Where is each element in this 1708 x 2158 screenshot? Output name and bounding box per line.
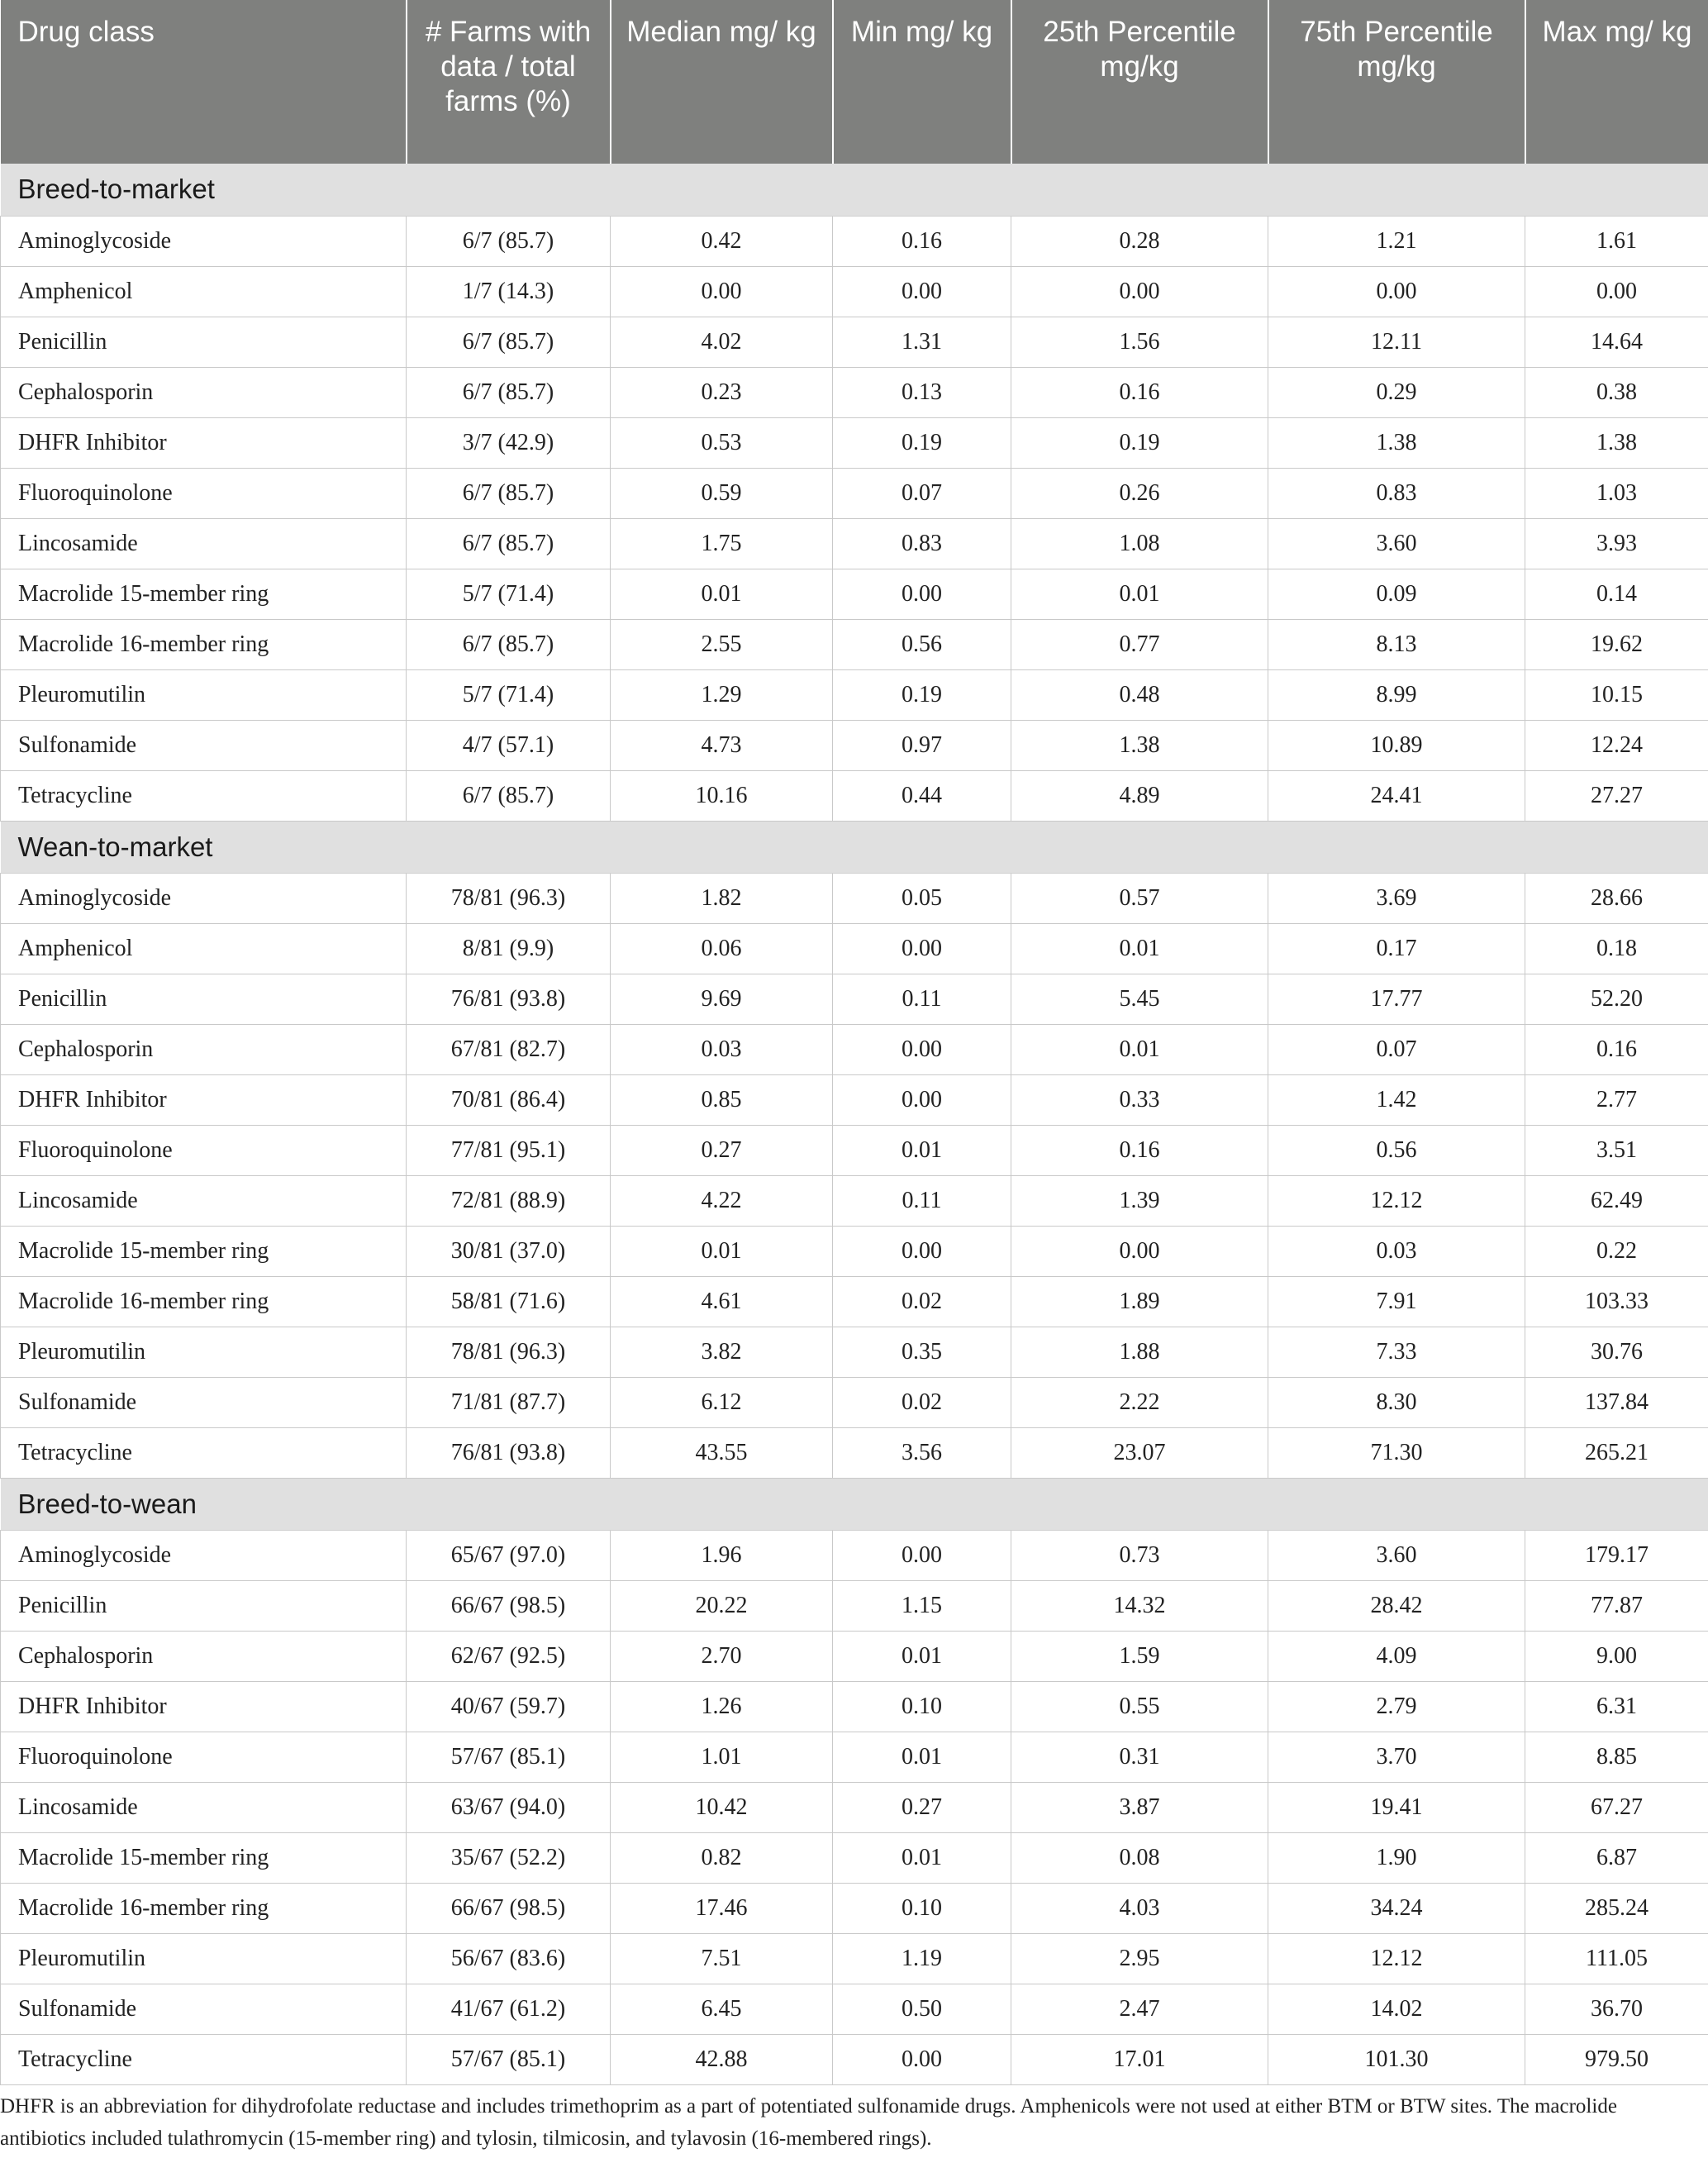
max-cell: 77.87 xyxy=(1525,1580,1708,1631)
drug-class-cell: Tetracycline xyxy=(1,1427,407,1478)
p25-cell: 1.38 xyxy=(1011,720,1268,770)
section-row xyxy=(1,821,1708,873)
p75-cell: 10.89 xyxy=(1268,720,1525,770)
section-row xyxy=(1,164,1708,216)
farms-cell: 40/67 (59.7) xyxy=(407,1681,611,1732)
p75-cell: 7.91 xyxy=(1268,1276,1525,1327)
drug-class-cell: Pleuromutilin xyxy=(1,1327,407,1377)
drug-class-cell: Cephalosporin xyxy=(1,367,407,417)
min-cell: 0.01 xyxy=(833,1832,1011,1883)
table-row xyxy=(1,266,1708,317)
median-cell: 0.85 xyxy=(611,1074,833,1125)
p75-cell: 17.77 xyxy=(1268,974,1525,1024)
table-row xyxy=(1,1427,1708,1478)
min-cell: 0.50 xyxy=(833,1984,1011,2034)
min-cell: 0.00 xyxy=(833,1226,1011,1276)
header-min: Min mg/ kg xyxy=(833,0,1011,164)
table-row xyxy=(1,569,1708,619)
max-cell: 6.87 xyxy=(1525,1832,1708,1883)
drug-class-cell: Sulfonamide xyxy=(1,1377,407,1427)
median-cell: 6.45 xyxy=(611,1984,833,2034)
max-cell: 137.84 xyxy=(1525,1377,1708,1427)
table-row xyxy=(1,669,1708,720)
p25-cell: 0.00 xyxy=(1011,1226,1268,1276)
p25-cell: 0.73 xyxy=(1011,1530,1268,1580)
median-cell: 1.26 xyxy=(611,1681,833,1732)
drug-class-cell: DHFR Inhibitor xyxy=(1,1074,407,1125)
section-row xyxy=(1,1478,1708,1530)
p75-cell: 0.00 xyxy=(1268,266,1525,317)
farms-cell: 35/67 (52.2) xyxy=(407,1832,611,1883)
min-cell: 0.00 xyxy=(833,2034,1011,2084)
min-cell: 0.05 xyxy=(833,873,1011,923)
max-cell: 14.64 xyxy=(1525,317,1708,367)
p75-cell: 0.07 xyxy=(1268,1024,1525,1074)
farms-cell: 6/7 (85.7) xyxy=(407,367,611,417)
median-cell: 0.59 xyxy=(611,468,833,518)
p75-cell: 3.70 xyxy=(1268,1732,1525,1782)
max-cell: 27.27 xyxy=(1525,770,1708,821)
drug-class-cell: Fluoroquinolone xyxy=(1,1125,407,1175)
min-cell: 0.13 xyxy=(833,367,1011,417)
farms-cell: 6/7 (85.7) xyxy=(407,468,611,518)
p25-cell: 14.32 xyxy=(1011,1580,1268,1631)
farms-cell: 6/7 (85.7) xyxy=(407,518,611,569)
p25-cell: 0.28 xyxy=(1011,216,1268,266)
farms-cell: 5/7 (71.4) xyxy=(407,569,611,619)
p25-cell: 4.03 xyxy=(1011,1883,1268,1933)
farms-cell: 71/81 (87.7) xyxy=(407,1377,611,1427)
p75-cell: 3.60 xyxy=(1268,518,1525,569)
p25-cell: 2.47 xyxy=(1011,1984,1268,2034)
max-cell: 0.00 xyxy=(1525,266,1708,317)
p75-cell: 0.56 xyxy=(1268,1125,1525,1175)
p25-cell: 0.19 xyxy=(1011,417,1268,468)
median-cell: 6.12 xyxy=(611,1377,833,1427)
drug-class-cell: Sulfonamide xyxy=(1,720,407,770)
drug-class-cell: Aminoglycoside xyxy=(1,1530,407,1580)
table-body xyxy=(1,164,1708,2084)
median-cell: 1.82 xyxy=(611,873,833,923)
drug-class-cell: Amphenicol xyxy=(1,266,407,317)
drug-class-cell: Macrolide 15-member ring xyxy=(1,1226,407,1276)
min-cell: 0.00 xyxy=(833,1024,1011,1074)
min-cell: 0.11 xyxy=(833,1175,1011,1226)
drug-class-cell: Macrolide 16-member ring xyxy=(1,1883,407,1933)
max-cell: 111.05 xyxy=(1525,1933,1708,1984)
table-row xyxy=(1,1276,1708,1327)
p25-cell: 0.55 xyxy=(1011,1681,1268,1732)
min-cell: 0.16 xyxy=(833,216,1011,266)
header-drug-class: Drug class xyxy=(1,0,407,164)
p75-cell: 7.33 xyxy=(1268,1327,1525,1377)
min-cell: 0.35 xyxy=(833,1327,1011,1377)
max-cell: 0.14 xyxy=(1525,569,1708,619)
p25-cell: 4.89 xyxy=(1011,770,1268,821)
drug-class-cell: Lincosamide xyxy=(1,1175,407,1226)
max-cell: 30.76 xyxy=(1525,1327,1708,1377)
p75-cell: 12.11 xyxy=(1268,317,1525,367)
farms-cell: 63/67 (94.0) xyxy=(407,1782,611,1832)
p25-cell: 1.88 xyxy=(1011,1327,1268,1377)
farms-cell: 72/81 (88.9) xyxy=(407,1175,611,1226)
drug-class-cell: Lincosamide xyxy=(1,1782,407,1832)
p75-cell: 1.21 xyxy=(1268,216,1525,266)
p75-cell: 19.41 xyxy=(1268,1782,1525,1832)
min-cell: 0.10 xyxy=(833,1883,1011,1933)
table-row xyxy=(1,1530,1708,1580)
section-title: Breed-to-wean xyxy=(1,1478,1708,1530)
p75-cell: 0.17 xyxy=(1268,923,1525,974)
median-cell: 0.00 xyxy=(611,266,833,317)
max-cell: 67.27 xyxy=(1525,1782,1708,1832)
median-cell: 17.46 xyxy=(611,1883,833,1933)
p75-cell: 28.42 xyxy=(1268,1580,1525,1631)
drug-class-cell: Penicillin xyxy=(1,1580,407,1631)
farms-cell: 70/81 (86.4) xyxy=(407,1074,611,1125)
drug-class-cell: Aminoglycoside xyxy=(1,216,407,266)
table-row xyxy=(1,1125,1708,1175)
max-cell: 0.16 xyxy=(1525,1024,1708,1074)
header-farms-with-data: # Farms with data / total farms (%) xyxy=(407,0,611,164)
p25-cell: 23.07 xyxy=(1011,1427,1268,1478)
table-row xyxy=(1,1832,1708,1883)
table-row xyxy=(1,1024,1708,1074)
median-cell: 9.69 xyxy=(611,974,833,1024)
p25-cell: 1.59 xyxy=(1011,1631,1268,1681)
median-cell: 0.27 xyxy=(611,1125,833,1175)
min-cell: 0.97 xyxy=(833,720,1011,770)
p75-cell: 24.41 xyxy=(1268,770,1525,821)
max-cell: 103.33 xyxy=(1525,1276,1708,1327)
median-cell: 4.22 xyxy=(611,1175,833,1226)
median-cell: 0.01 xyxy=(611,1226,833,1276)
p25-cell: 0.77 xyxy=(1011,619,1268,669)
table-row xyxy=(1,1984,1708,2034)
min-cell: 0.01 xyxy=(833,1631,1011,1681)
p25-cell: 0.48 xyxy=(1011,669,1268,720)
farms-cell: 58/81 (71.6) xyxy=(407,1276,611,1327)
min-cell: 0.19 xyxy=(833,669,1011,720)
farms-cell: 66/67 (98.5) xyxy=(407,1580,611,1631)
min-cell: 0.27 xyxy=(833,1782,1011,1832)
farms-cell: 41/67 (61.2) xyxy=(407,1984,611,2034)
max-cell: 62.49 xyxy=(1525,1175,1708,1226)
max-cell: 285.24 xyxy=(1525,1883,1708,1933)
max-cell: 179.17 xyxy=(1525,1530,1708,1580)
drug-class-cell: Penicillin xyxy=(1,317,407,367)
p25-cell: 1.56 xyxy=(1011,317,1268,367)
farms-cell: 57/67 (85.1) xyxy=(407,1732,611,1782)
p75-cell: 8.30 xyxy=(1268,1377,1525,1427)
drug-class-cell: DHFR Inhibitor xyxy=(1,1681,407,1732)
p75-cell: 1.90 xyxy=(1268,1832,1525,1883)
table-row xyxy=(1,1933,1708,1984)
min-cell: 0.11 xyxy=(833,974,1011,1024)
farms-cell: 77/81 (95.1) xyxy=(407,1125,611,1175)
min-cell: 0.19 xyxy=(833,417,1011,468)
drug-class-cell: Fluoroquinolone xyxy=(1,468,407,518)
p25-cell: 1.89 xyxy=(1011,1276,1268,1327)
min-cell: 0.44 xyxy=(833,770,1011,821)
table-row xyxy=(1,417,1708,468)
p75-cell: 14.02 xyxy=(1268,1984,1525,2034)
max-cell: 28.66 xyxy=(1525,873,1708,923)
p25-cell: 1.08 xyxy=(1011,518,1268,569)
median-cell: 0.53 xyxy=(611,417,833,468)
drug-class-cell: Tetracycline xyxy=(1,2034,407,2084)
p75-cell: 1.38 xyxy=(1268,417,1525,468)
max-cell: 36.70 xyxy=(1525,1984,1708,2034)
section-title: Breed-to-market xyxy=(1,164,1708,216)
p25-cell: 1.39 xyxy=(1011,1175,1268,1226)
median-cell: 1.29 xyxy=(611,669,833,720)
table-row xyxy=(1,873,1708,923)
drug-class-cell: Sulfonamide xyxy=(1,1984,407,2034)
farms-cell: 56/67 (83.6) xyxy=(407,1933,611,1984)
table-row xyxy=(1,1074,1708,1125)
p25-cell: 5.45 xyxy=(1011,974,1268,1024)
min-cell: 0.00 xyxy=(833,569,1011,619)
farms-cell: 1/7 (14.3) xyxy=(407,266,611,317)
header-max: Max mg/ kg xyxy=(1525,0,1708,164)
drug-class-cell: Aminoglycoside xyxy=(1,873,407,923)
drug-class-cell: Pleuromutilin xyxy=(1,1933,407,1984)
table-row xyxy=(1,974,1708,1024)
drug-class-cell: Amphenicol xyxy=(1,923,407,974)
min-cell: 0.10 xyxy=(833,1681,1011,1732)
farms-cell: 6/7 (85.7) xyxy=(407,619,611,669)
drug-class-cell: Penicillin xyxy=(1,974,407,1024)
max-cell: 0.22 xyxy=(1525,1226,1708,1276)
p75-cell: 3.60 xyxy=(1268,1530,1525,1580)
p75-cell: 0.09 xyxy=(1268,569,1525,619)
p25-cell: 0.57 xyxy=(1011,873,1268,923)
max-cell: 8.85 xyxy=(1525,1732,1708,1782)
p25-cell: 0.33 xyxy=(1011,1074,1268,1125)
median-cell: 10.16 xyxy=(611,770,833,821)
header-row xyxy=(1,0,1708,164)
farms-cell: 3/7 (42.9) xyxy=(407,417,611,468)
farms-cell: 8/81 (9.9) xyxy=(407,923,611,974)
table-row xyxy=(1,317,1708,367)
median-cell: 3.82 xyxy=(611,1327,833,1377)
min-cell: 0.01 xyxy=(833,1732,1011,1782)
median-cell: 0.01 xyxy=(611,569,833,619)
median-cell: 1.96 xyxy=(611,1530,833,1580)
p75-cell: 71.30 xyxy=(1268,1427,1525,1478)
table-row xyxy=(1,2034,1708,2084)
max-cell: 1.61 xyxy=(1525,216,1708,266)
p75-cell: 34.24 xyxy=(1268,1883,1525,1933)
min-cell: 0.07 xyxy=(833,468,1011,518)
p75-cell: 12.12 xyxy=(1268,1933,1525,1984)
max-cell: 0.18 xyxy=(1525,923,1708,974)
drug-class-cell: Macrolide 15-member ring xyxy=(1,569,407,619)
median-cell: 4.73 xyxy=(611,720,833,770)
median-cell: 0.06 xyxy=(611,923,833,974)
min-cell: 0.00 xyxy=(833,923,1011,974)
p75-cell: 0.29 xyxy=(1268,367,1525,417)
p25-cell: 17.01 xyxy=(1011,2034,1268,2084)
p25-cell: 0.00 xyxy=(1011,266,1268,317)
max-cell: 979.50 xyxy=(1525,2034,1708,2084)
table-row xyxy=(1,468,1708,518)
farms-cell: 65/67 (97.0) xyxy=(407,1530,611,1580)
min-cell: 0.00 xyxy=(833,266,1011,317)
table-row xyxy=(1,1782,1708,1832)
farms-cell: 67/81 (82.7) xyxy=(407,1024,611,1074)
drug-class-cell: Lincosamide xyxy=(1,518,407,569)
p25-cell: 0.26 xyxy=(1011,468,1268,518)
max-cell: 19.62 xyxy=(1525,619,1708,669)
max-cell: 10.15 xyxy=(1525,669,1708,720)
p75-cell: 8.13 xyxy=(1268,619,1525,669)
p75-cell: 12.12 xyxy=(1268,1175,1525,1226)
p25-cell: 2.95 xyxy=(1011,1933,1268,1984)
max-cell: 52.20 xyxy=(1525,974,1708,1024)
max-cell: 1.38 xyxy=(1525,417,1708,468)
farms-cell: 6/7 (85.7) xyxy=(407,216,611,266)
drug-class-cell: Cephalosporin xyxy=(1,1631,407,1681)
median-cell: 42.88 xyxy=(611,2034,833,2084)
drug-class-cell: Pleuromutilin xyxy=(1,669,407,720)
p75-cell: 8.99 xyxy=(1268,669,1525,720)
farms-cell: 5/7 (71.4) xyxy=(407,669,611,720)
farms-cell: 78/81 (96.3) xyxy=(407,1327,611,1377)
p75-cell: 0.83 xyxy=(1268,468,1525,518)
farms-cell: 57/67 (85.1) xyxy=(407,2034,611,2084)
table-row xyxy=(1,923,1708,974)
median-cell: 0.23 xyxy=(611,367,833,417)
table-row xyxy=(1,1580,1708,1631)
table-row xyxy=(1,367,1708,417)
p75-cell: 0.03 xyxy=(1268,1226,1525,1276)
drug-class-cell: Tetracycline xyxy=(1,770,407,821)
p75-cell: 3.69 xyxy=(1268,873,1525,923)
section-title: Wean-to-market xyxy=(1,821,1708,873)
min-cell: 1.31 xyxy=(833,317,1011,367)
min-cell: 0.00 xyxy=(833,1074,1011,1125)
p25-cell: 0.08 xyxy=(1011,1832,1268,1883)
farms-cell: 62/67 (92.5) xyxy=(407,1631,611,1681)
max-cell: 12.24 xyxy=(1525,720,1708,770)
max-cell: 0.38 xyxy=(1525,367,1708,417)
max-cell: 3.93 xyxy=(1525,518,1708,569)
p25-cell: 0.01 xyxy=(1011,569,1268,619)
median-cell: 1.75 xyxy=(611,518,833,569)
drug-class-cell: Fluoroquinolone xyxy=(1,1732,407,1782)
median-cell: 4.61 xyxy=(611,1276,833,1327)
drug-class-cell: Macrolide 15-member ring xyxy=(1,1832,407,1883)
min-cell: 0.02 xyxy=(833,1276,1011,1327)
median-cell: 0.03 xyxy=(611,1024,833,1074)
min-cell: 0.56 xyxy=(833,619,1011,669)
table-row xyxy=(1,1226,1708,1276)
max-cell: 3.51 xyxy=(1525,1125,1708,1175)
median-cell: 0.82 xyxy=(611,1832,833,1883)
p75-cell: 2.79 xyxy=(1268,1681,1525,1732)
header-75th-percentile: 75th Percentile mg/kg xyxy=(1268,0,1525,164)
min-cell: 1.15 xyxy=(833,1580,1011,1631)
max-cell: 6.31 xyxy=(1525,1681,1708,1732)
median-cell: 1.01 xyxy=(611,1732,833,1782)
max-cell: 265.21 xyxy=(1525,1427,1708,1478)
max-cell: 2.77 xyxy=(1525,1074,1708,1125)
drug-class-cell: DHFR Inhibitor xyxy=(1,417,407,468)
table-row xyxy=(1,1631,1708,1681)
farms-cell: 30/81 (37.0) xyxy=(407,1226,611,1276)
p25-cell: 0.31 xyxy=(1011,1732,1268,1782)
p25-cell: 3.87 xyxy=(1011,1782,1268,1832)
p75-cell: 101.30 xyxy=(1268,2034,1525,2084)
median-cell: 2.55 xyxy=(611,619,833,669)
table-row xyxy=(1,770,1708,821)
p75-cell: 4.09 xyxy=(1268,1631,1525,1681)
farms-cell: 78/81 (96.3) xyxy=(407,873,611,923)
max-cell: 1.03 xyxy=(1525,468,1708,518)
p25-cell: 2.22 xyxy=(1011,1377,1268,1427)
drug-class-cell: Macrolide 16-member ring xyxy=(1,619,407,669)
median-cell: 20.22 xyxy=(611,1580,833,1631)
table-row xyxy=(1,1681,1708,1732)
min-cell: 0.00 xyxy=(833,1530,1011,1580)
table-header xyxy=(1,0,1708,164)
table-row xyxy=(1,1377,1708,1427)
table-row xyxy=(1,518,1708,569)
max-cell: 9.00 xyxy=(1525,1631,1708,1681)
median-cell: 0.42 xyxy=(611,216,833,266)
median-cell: 7.51 xyxy=(611,1933,833,1984)
farms-cell: 4/7 (57.1) xyxy=(407,720,611,770)
min-cell: 3.56 xyxy=(833,1427,1011,1478)
farms-cell: 76/81 (93.8) xyxy=(407,974,611,1024)
drug-class-cell: Macrolide 16-member ring xyxy=(1,1276,407,1327)
min-cell: 0.83 xyxy=(833,518,1011,569)
header-median: Median mg/ kg xyxy=(611,0,833,164)
table-footnote: DHFR is an abbreviation for dihydrofolate reductase and includes trimethoprim as a part of potentiated sulfonamide drugs. Amphenicols were not used at either BTM or BTW sites. The macrolide antibiotics included tulathromycin (15-member ring) and tylosin, tilmicosin, and tylavosin (16-membered rings). xyxy=(0,2094,1617,2150)
median-cell: 10.42 xyxy=(611,1782,833,1832)
farms-cell: 66/67 (98.5) xyxy=(407,1883,611,1933)
median-cell: 43.55 xyxy=(611,1427,833,1478)
median-cell: 2.70 xyxy=(611,1631,833,1681)
p25-cell: 0.16 xyxy=(1011,1125,1268,1175)
median-cell: 4.02 xyxy=(611,317,833,367)
p75-cell: 1.42 xyxy=(1268,1074,1525,1125)
table-row xyxy=(1,216,1708,266)
p25-cell: 0.01 xyxy=(1011,1024,1268,1074)
p25-cell: 0.16 xyxy=(1011,367,1268,417)
table-row xyxy=(1,720,1708,770)
min-cell: 0.01 xyxy=(833,1125,1011,1175)
drug-class-cell: Cephalosporin xyxy=(1,1024,407,1074)
table-row xyxy=(1,1732,1708,1782)
min-cell: 1.19 xyxy=(833,1933,1011,1984)
table-row xyxy=(1,1327,1708,1377)
table-row xyxy=(1,1883,1708,1933)
p25-cell: 0.01 xyxy=(1011,923,1268,974)
header-25th-percentile: 25th Percentile mg/kg xyxy=(1011,0,1268,164)
farms-cell: 6/7 (85.7) xyxy=(407,770,611,821)
farms-cell: 76/81 (93.8) xyxy=(407,1427,611,1478)
farms-cell: 6/7 (85.7) xyxy=(407,317,611,367)
min-cell: 0.02 xyxy=(833,1377,1011,1427)
table-row xyxy=(1,1175,1708,1226)
table-row xyxy=(1,619,1708,669)
